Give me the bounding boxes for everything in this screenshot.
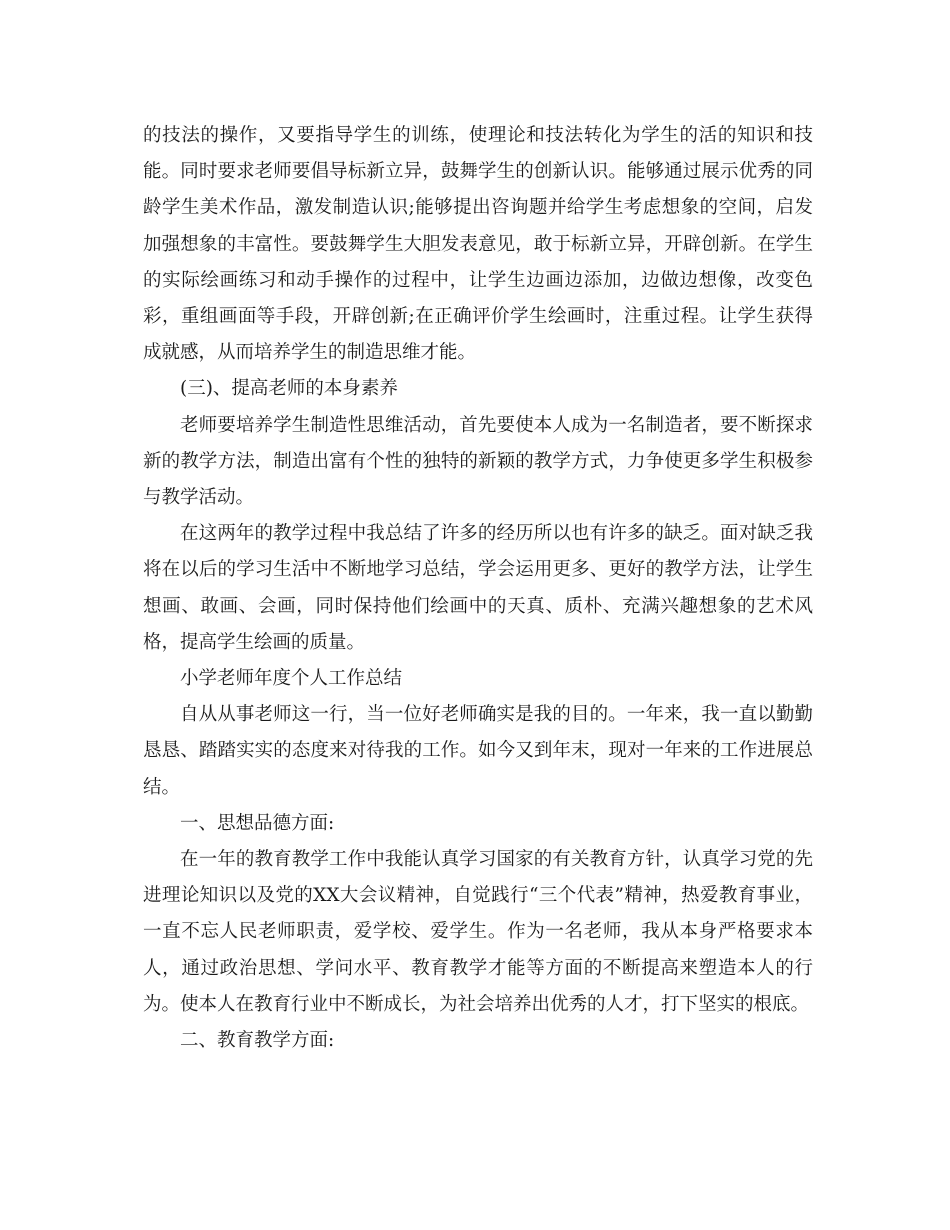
paragraph-two-year-summary: 在这两年的教学过程中我总结了许多的经历所以也有许多的缺乏。面对缺乏我将在以后的学习生活中不断地学习总结，学会运用更多、更好的教学方法，让学生想画、敢画、会画，同时保持他们绘画中的天真、质朴、充满兴趣想象的艺术风格，提高学生绘画的质量。 [143,523,813,653]
heading-annual-work-summary: 小学老师年度个人工作总结 [180,668,403,690]
paragraph-teacher-creativity: 老师要培养学生制造性思维活动，首先要使本人成为一名制造者，要不断探求新的教学方法，制造出富有个性的独特的新颖的教学方式，力争使更多学生积极参与教学活动。 [143,414,813,509]
paragraph-ideology-content: 在一年的教育教学工作中我能认真学习国家的有关教育方针，认真学习党的先进理论知识以及党的XX大会议精神，自觉践行“三个代表”精神，热爱教育事业，一直不忘人民老师职责，爱学校、爱学生。作为一名老师，我从本身严格要求本人，通过政治思想、学问水平、教育教学才能等方面的不断提高来塑造本人的行为。使本人在教育行业中不断成长，为社会培养出优秀的人才，打下坚实的根底。 [143,849,813,1015]
heading-improve-teacher-quality: (三)、提高老师的本身素养 [180,378,398,400]
document-page [143,118,813,1059]
paragraph-intro: 自从从事老师这一行，当一位好老师确实是我的目的。一年来，我一直以勤勤恳恳、踏踏实实的态度来对待我的工作。如今又到年末，现对一年来的工作进展总结。 [143,704,813,798]
paragraph-teaching-methods: 的技法的操作，又要指导学生的训练，使理论和技法转化为学生的活的知识和技能。同时要求老师要倡导标新立异，鼓舞学生的创新认识。能够通过展示优秀的同龄学生美术作品，激发制造认识;能够提出咨询题并给学生考虑想象的空间，启发加强想象的丰富性。要鼓舞学生大胆发表意见，敢于标新立异，开辟创新。在学生的实际绘画练习和动手操作的过程中，让学生边画边添加，边做边想像，改变色彩，重组画面等手段，开辟创新;在正确评价学生绘画时，注重过程。让学生获得成就感，从而培养学生的制造思维才能。 [143,125,813,364]
heading-ideology-morality: 一、思想品德方面: [180,812,335,834]
heading-education-teaching: 二、教育教学方面: [180,1030,335,1052]
